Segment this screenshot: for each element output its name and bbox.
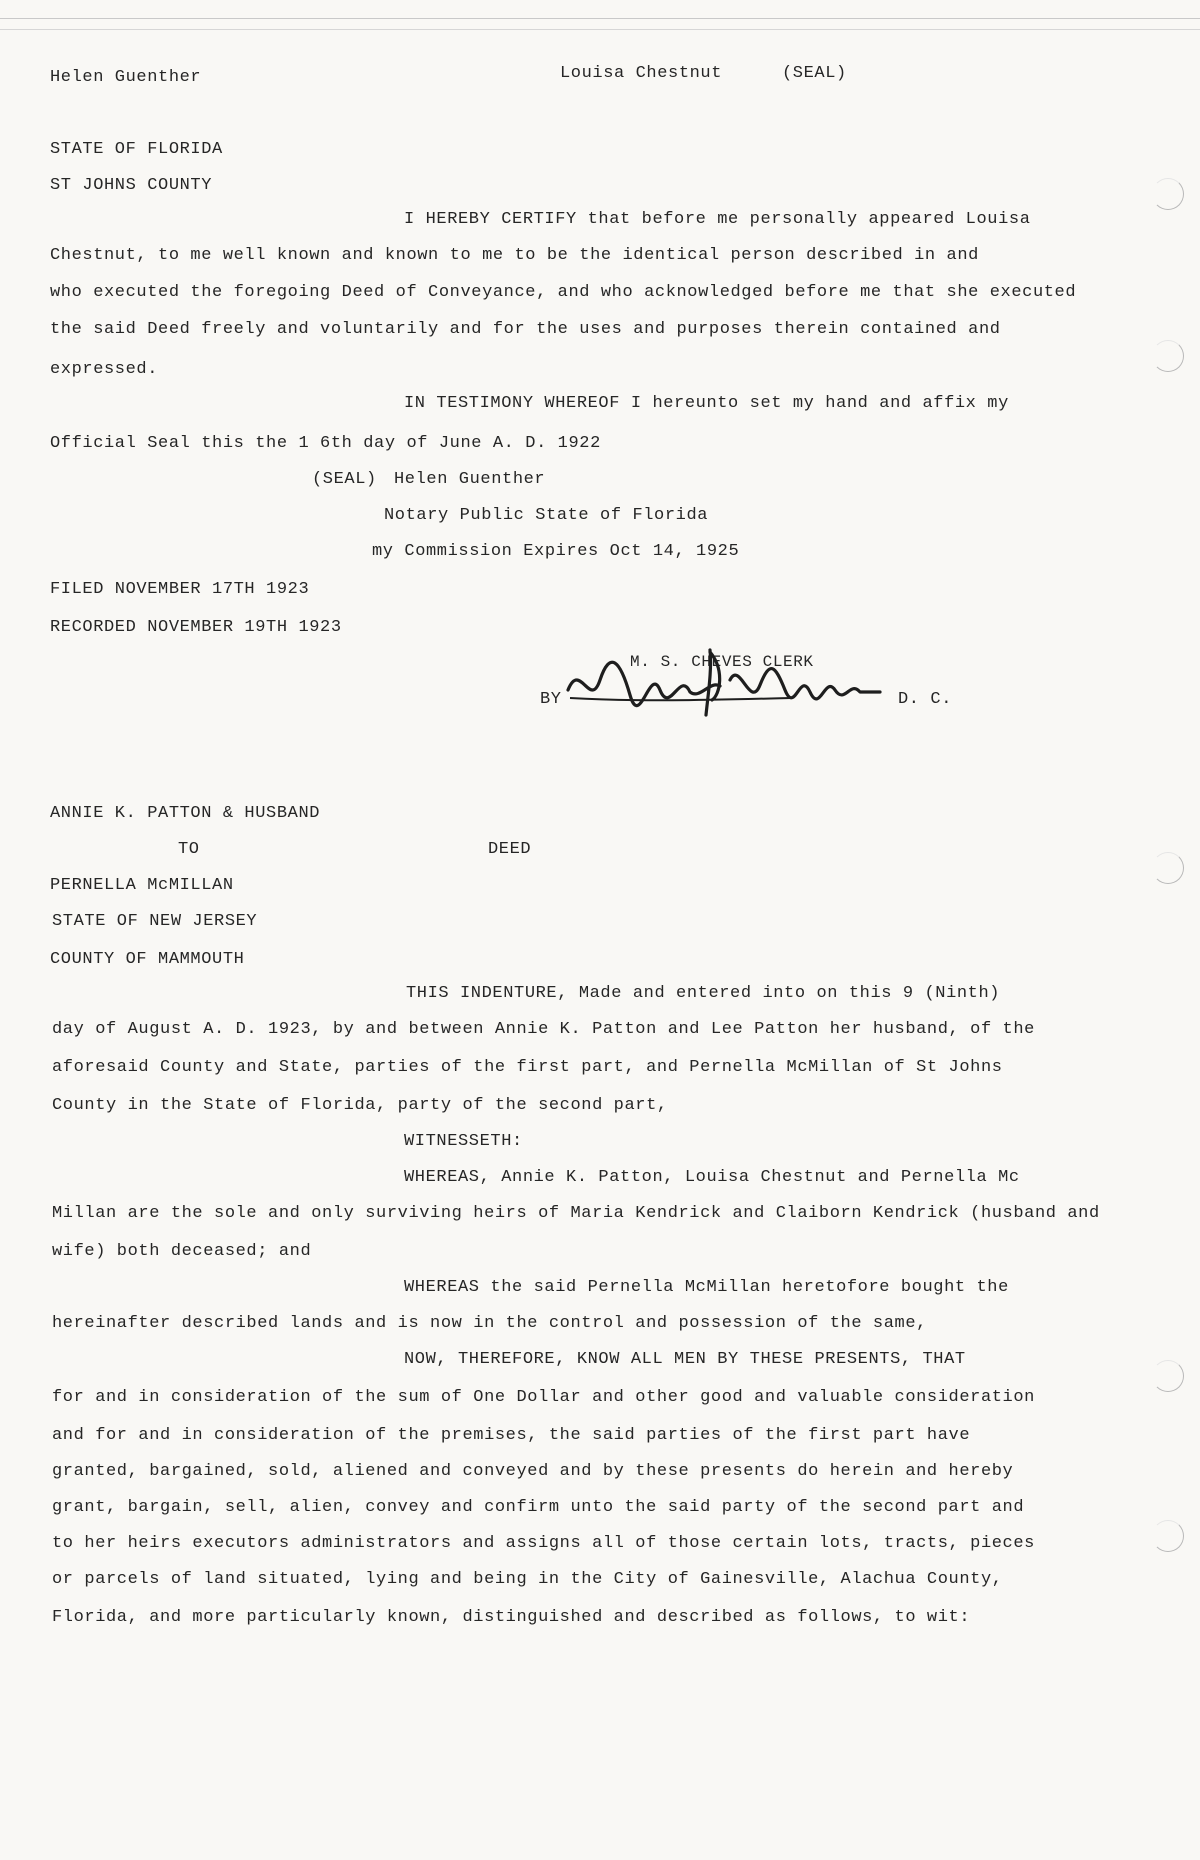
body-line: for and in consideration of the sum of One Dollar and other good and valuable consideration: [52, 1388, 1035, 1407]
ack-line: expressed.: [50, 360, 159, 379]
body-line: County in the State of Florida, party of the second part,: [52, 1096, 668, 1115]
by-label: BY: [540, 690, 562, 709]
body-line: and for and in consideration of the premises, the said parties of the first part have: [52, 1426, 971, 1445]
punch-hole: [1152, 852, 1184, 884]
body-line: WHEREAS, Annie K. Patton, Louisa Chestnut and Pernella Mc: [404, 1168, 1020, 1187]
filed-date: FILED NOVEMBER 17TH 1923: [50, 580, 310, 599]
deed-county: COUNTY OF MAMMOUTH: [50, 950, 245, 969]
ack-state: STATE OF FLORIDA: [50, 140, 223, 159]
ack-line: Chestnut, to me well known and known to me to be the identical person described in and: [50, 246, 979, 265]
recorded-date: RECORDED NOVEMBER 19TH 1923: [50, 618, 342, 637]
top-border: [0, 18, 1200, 30]
notary-name: Helen Guenther: [394, 470, 546, 489]
grantor: ANNIE K. PATTON & HUSBAND: [50, 804, 321, 823]
notary-seal: (SEAL): [312, 470, 377, 489]
body-line: Florida, and more particularly known, distinguished and described as follows, to wit:: [52, 1608, 971, 1627]
body-line: wife) both deceased; and: [52, 1242, 312, 1261]
deed-state: STATE OF NEW JERSEY: [52, 912, 258, 931]
body-line: to her heirs executors administrators and assigns all of those certain lots, tracts, pieces: [52, 1534, 1035, 1553]
body-line: WITNESSETH:: [404, 1132, 523, 1151]
punch-hole: [1152, 340, 1184, 372]
punch-hole: [1152, 178, 1184, 210]
punch-hole: [1152, 1360, 1184, 1392]
ack-line: I HEREBY CERTIFY that before me personally appeared Louisa: [404, 210, 1031, 229]
body-line: hereinafter described lands and is now in the control and possession of the same,: [52, 1314, 927, 1333]
body-line: aforesaid County and State, parties of the first part, and Pernella McMillan of St Johns: [52, 1058, 1003, 1077]
ack-line: IN TESTIMONY WHEREOF I hereunto set my hand and affix my: [404, 394, 1009, 413]
clerk-name: M. S. CHEVES CLERK: [630, 653, 814, 671]
ack-line: the said Deed freely and voluntarily and for the uses and purposes therein contained and: [50, 320, 1001, 339]
body-line: THIS INDENTURE, Made and entered into on this 9 (Ninth): [406, 984, 1001, 1003]
body-line: grant, bargain, sell, alien, convey and confirm unto the said party of the second part and: [52, 1498, 1025, 1517]
deputy-clerk-label: D. C.: [898, 690, 953, 709]
notary-title: Notary Public State of Florida: [384, 506, 709, 525]
ack-line: Official Seal this the 1 6th day of June A. D. 1922: [50, 434, 601, 453]
grantee: PERNELLA McMILLAN: [50, 876, 234, 895]
ack-county: ST JOHNS COUNTY: [50, 176, 213, 195]
body-line: Millan are the sole and only surviving heirs of Maria Kendrick and Claiborn Kendrick (husband and: [52, 1204, 1100, 1223]
clerk-signature: [560, 640, 890, 720]
body-line: NOW, THEREFORE, KNOW ALL MEN BY THESE PRESENTS, THAT: [404, 1350, 966, 1369]
witness-name: Helen Guenther: [50, 68, 202, 87]
ack-line: who executed the foregoing Deed of Conveyance, and who acknowledged before me that she executed: [50, 283, 1077, 302]
body-line: granted, bargained, sold, aliened and conveyed and by these presents do herein and hereby: [52, 1462, 1014, 1481]
punch-hole: [1152, 1520, 1184, 1552]
body-line: or parcels of land situated, lying and being in the City of Gainesville, Alachua County,: [52, 1570, 1003, 1589]
grantor-signature-name: Louisa Chestnut: [560, 64, 723, 83]
body-line: WHEREAS the said Pernella McMillan heretofore bought the: [404, 1278, 1009, 1297]
to-label: TO: [178, 840, 200, 859]
body-line: day of August A. D. 1923, by and between Annie K. Patton and Lee Patton her husband, of the: [52, 1020, 1035, 1039]
document-type: DEED: [488, 840, 532, 859]
notary-commission: my Commission Expires Oct 14, 1925: [372, 542, 740, 561]
seal-label: (SEAL): [782, 64, 847, 83]
